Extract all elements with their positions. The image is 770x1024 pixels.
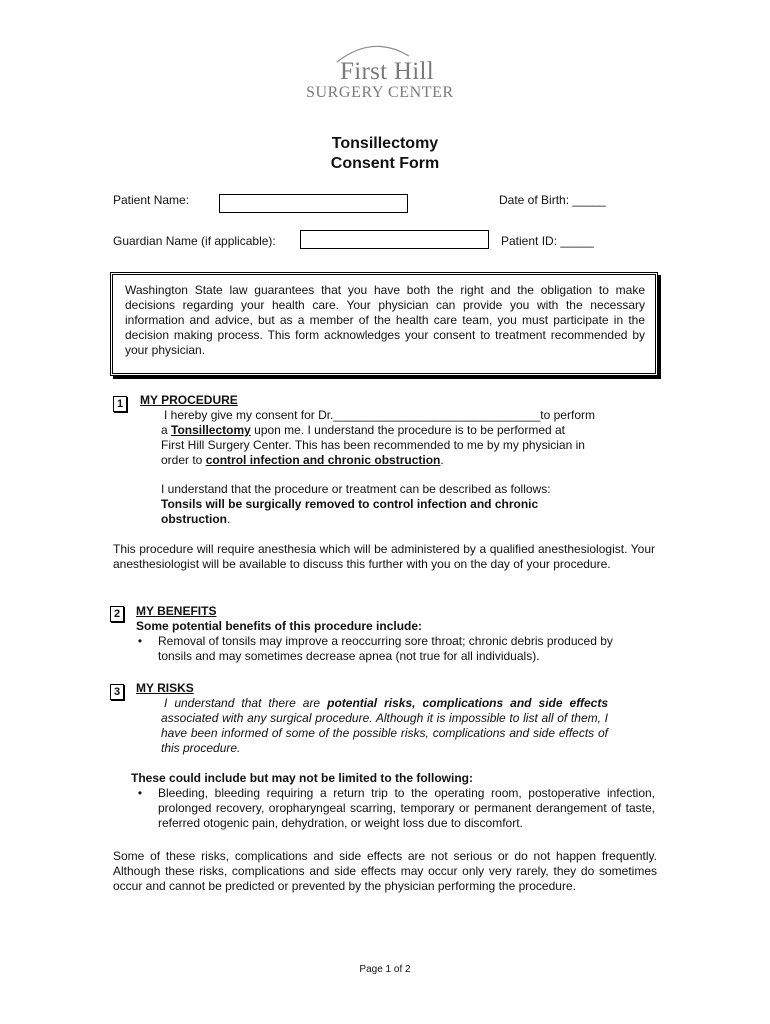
date-of-birth-label: Date of Birth: _____	[499, 193, 606, 207]
procedure-line: First Hill Surgery Center. This has been recommended to me by my physician in	[161, 438, 585, 452]
risks-paragraph: I understand that there are potential risks, complications and side effects associated with any surgical procedure. Although it is impossible to list all of them, I have been informed of some of the possible risks, complications and side effects of this procedure.	[161, 696, 609, 755]
page-title: Tonsillectomy	[331, 135, 439, 152]
risks-subheading: These could include but may not be limited to the following:	[131, 771, 474, 785]
patient-name-label: Patient Name:	[113, 193, 190, 207]
procedure-line: I hereby give my consent for Dr._______________________________to perform	[164, 408, 595, 422]
procedure-line: a Tonsillectomy upon me. I understand the procedure is to be performed at	[161, 423, 566, 437]
section-number-2: 2	[110, 606, 124, 622]
bullet-icon: •	[137, 786, 143, 800]
section-heading-risks: MY RISKS	[136, 681, 194, 695]
benefit-item: tonsils and may sometimes decrease apnea (not true for all individuals).	[158, 649, 540, 663]
benefits-subheading: Some potential benefits of this procedure include:	[136, 619, 423, 633]
patient-name-input[interactable]	[219, 194, 408, 213]
section-heading-benefits: MY BENEFITS	[136, 604, 217, 618]
guardian-name-label: Guardian Name (if applicable):	[113, 234, 276, 248]
notice-box	[110, 272, 658, 376]
page-number: Page 1 of 2	[359, 964, 411, 975]
closing-paragraph: Some of these risks, complications and side effects are not serious or do not happen frequently. Although these risks, complications and side effects may occur only very rarely, they do sometimes occur and cannot be predicted or prevented by the physician performing the procedure.	[113, 849, 657, 893]
procedure-description: obstruction.	[161, 512, 231, 526]
procedure-name: Tonsillectomy	[171, 423, 251, 437]
guardian-name-input[interactable]	[300, 230, 489, 249]
anesthesia-paragraph: This procedure will require anesthesia which will be administered by a qualified anesthesiologist. Your anesthesiologist will be available to discuss this further with you on the day of your procedure.	[113, 542, 655, 571]
procedure-purpose: control infection and chronic obstruction	[205, 453, 441, 467]
procedure-description: Tonsils will be surgically removed to control infection and chronic	[161, 497, 539, 511]
page-subtitle: Consent Form	[330, 155, 440, 172]
risk-item: Bleeding, bleeding requiring a return trip to the operating room, postoperative infection, prolonged recovery, oropharyngeal scarring, temporary or permanent derangement of taste, referred otogenic pain, dehydration, or weight loss due to discomfort.	[158, 786, 655, 830]
section-heading-procedure: MY PROCEDURE	[140, 393, 238, 407]
logo-name: First Hill	[340, 58, 434, 85]
section-number-3: 3	[110, 684, 124, 700]
procedure-line: order to control infection and chronic obstruction.	[161, 453, 444, 467]
bullet-icon: •	[137, 634, 143, 648]
section-number-1: 1	[113, 396, 127, 412]
benefit-item: Removal of tonsils may improve a reoccurring sore throat; chronic debris produced by	[158, 634, 613, 648]
procedure-description-intro: I understand that the procedure or treatment can be described as follows:	[161, 482, 551, 496]
patient-id-label: Patient ID: _____	[501, 234, 594, 248]
logo-subtitle: SURGERY CENTER	[306, 84, 454, 101]
notice-text: Washington State law guarantees that you have both the right and the obligation to make decisions regarding your health care. Your physician can provide you with the necessary information and advice, but as a member of the health care team, you must participate in the decision making process. This form acknowledges your consent to treatment recommended by your physician.	[125, 283, 645, 357]
